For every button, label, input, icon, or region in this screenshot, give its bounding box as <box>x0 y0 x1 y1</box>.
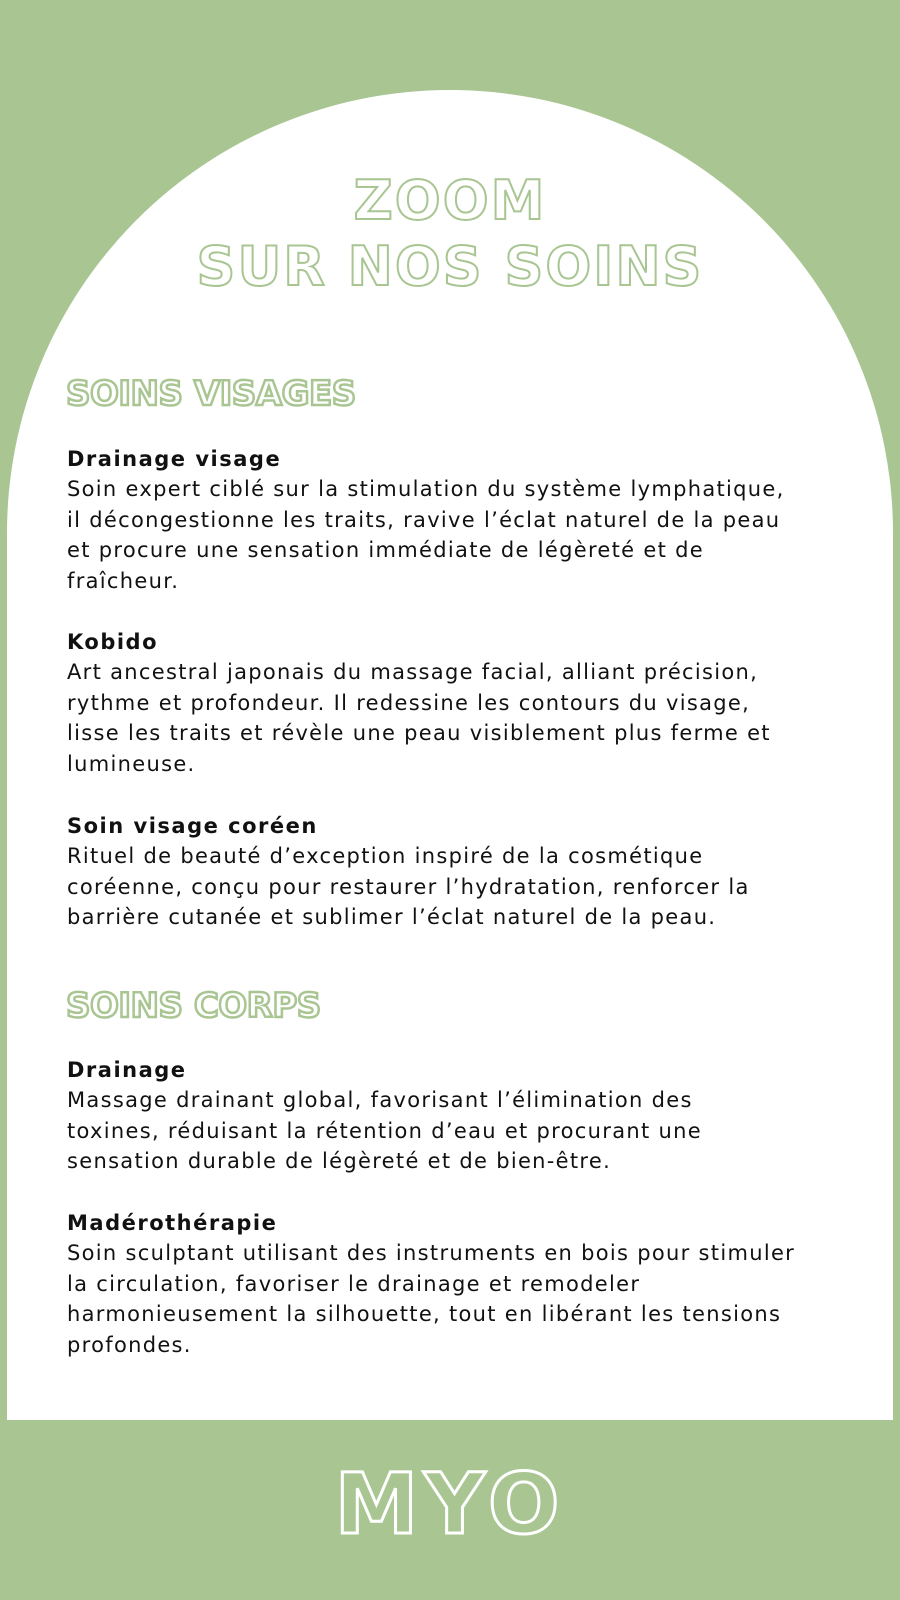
section-heading-corps: SOINS CORPS <box>66 986 321 1026</box>
title-line-2: SUR NOS SOINS <box>196 235 704 298</box>
service-title: Madérothérapie <box>67 1211 278 1235</box>
service-title: Kobido <box>67 630 159 654</box>
service-drainage <box>67 1055 857 1177</box>
service-title: Drainage <box>67 1058 187 1082</box>
service-title: Drainage visage <box>67 447 282 471</box>
service-kobido <box>67 627 857 779</box>
service-maderotherapie <box>67 1208 857 1360</box>
service-drainage-visage <box>67 444 857 596</box>
page-title <box>0 168 900 300</box>
section-heading-visage: SOINS VISAGES <box>66 374 356 414</box>
service-description: Art ancestral japonais du massage facial, alliant précision, rythme et profondeur. Il redessine les contours du visage, lisse les traits et révèle une peau visiblement plus ferme et lumineuse. <box>67 660 771 776</box>
brand-logo: MYO <box>334 1455 566 1553</box>
service-description: Soin expert ciblé sur la stimulation du système lymphatique, il décongestionne les traits, ravive l’éclat naturel de la peau et procure une sensation immédiate de légèreté et de fraîcheur. <box>67 477 785 593</box>
service-description: Soin sculptant utilisant des instruments en bois pour stimuler la circulation, favoriser le drainage et remodeler harmonieusement la silhouette, tout en libérant les tensions profondes. <box>67 1241 796 1357</box>
service-soin-visage-coreen <box>67 811 857 933</box>
service-description: Massage drainant global, favorisant l’élimination des toxines, réduisant la rétention d’eau et procurant une sensation durable de légèreté et de bien-être. <box>67 1088 702 1173</box>
service-title: Soin visage coréen <box>67 814 318 838</box>
service-description: Rituel de beauté d’exception inspiré de la cosmétique coréenne, conçu pour restaurer l’hydratation, renforcer la barrière cutanée et sublimer l’éclat naturel de la peau. <box>67 844 750 929</box>
title-line-1: ZOOM <box>353 169 547 232</box>
